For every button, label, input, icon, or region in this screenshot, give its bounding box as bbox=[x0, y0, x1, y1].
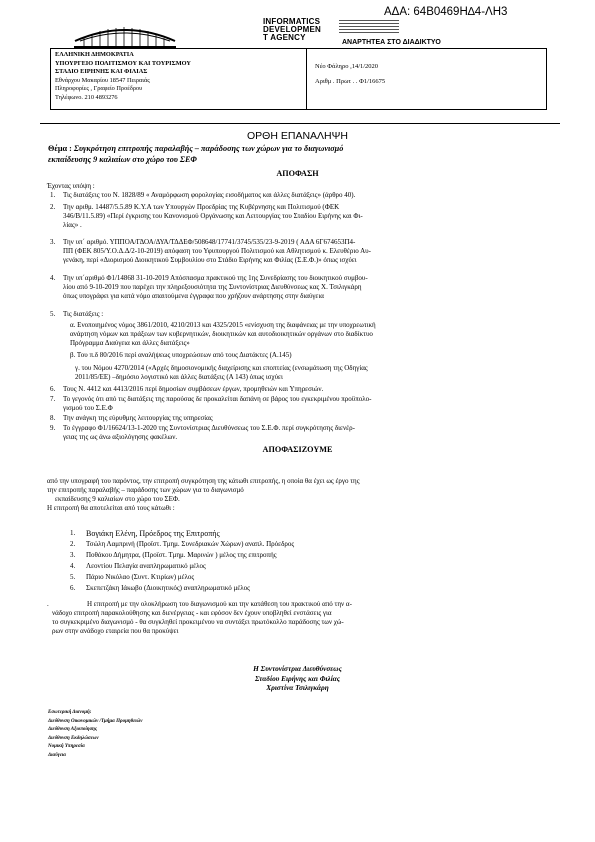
distribution-item: Διεύθυνση Αξιοποίησης bbox=[48, 727, 98, 732]
distribution-item: Νομική Υπηρεσία bbox=[48, 744, 85, 749]
member-number: 3. bbox=[70, 551, 76, 559]
authority-box bbox=[50, 48, 307, 110]
sub-item-text: α. Ενοποιημένος νόμος 3861/2010, 4210/2013 και 4325/2015 «ενίσχυση της διαφάνειας με την υποχρεωτική bbox=[70, 321, 376, 329]
item-number: 7. bbox=[50, 395, 56, 403]
member-text: Πάριο Νικόλαο (Συντ. Κτιρίων) μέλος bbox=[86, 573, 195, 581]
member-text: Ποθάκου Δήμητρα, (Προϊστ. Τμημ. Μαρινών ) μέλος της επιτροπής bbox=[86, 551, 277, 559]
authority-phone: Τηλέφωνο. 210 4893276 bbox=[55, 93, 118, 101]
sub-item-text: ανάρτηση νόμων και πράξεων των κυβερνητικών, διοικητικών και αυτοδιοικητικών οργάνων στο διαδίκτυο bbox=[70, 330, 373, 338]
repeat-heading: ΟΡΘΗ ΕΠΑΝΑΛΗΨΗ bbox=[247, 130, 348, 142]
signature-name: Χριστίνα Τσιλιγκάρη bbox=[266, 683, 329, 692]
item-text: Τους Ν. 4412 και 4413/2016 περί δημοσίων συμβάσεων έργων, προμηθειών και Υπηρεσιών. bbox=[63, 385, 324, 393]
distribution-item: Διαύγεια bbox=[48, 752, 67, 758]
stadium-logo bbox=[70, 17, 180, 51]
body-line-wrap bbox=[47, 600, 562, 609]
member-row bbox=[70, 540, 550, 551]
member-row bbox=[70, 551, 550, 562]
member-text: Λεοντίου Πελαγία αναπληρωματικό μέλος bbox=[86, 562, 206, 570]
member-text: Σκεπετζάκη Ιάκωβο (Διοικητικός) αναπληρωματικό μέλος bbox=[86, 584, 250, 592]
member-row bbox=[70, 584, 550, 595]
item-text: γενάκη, περί «Διορισμού Διοικητικού Συμβουλίου στο Στάδιο Ειρήνης και Φιλίας (Σ.Ε.Φ.)» όπως ισχύει bbox=[63, 256, 357, 264]
item-text: Τις διατάξεις του Ν. 1828/89 « Αναμόρφωση φορολογίας εισοδήματος και άλλες διατάξεις» (άρθρο 40). bbox=[63, 191, 356, 199]
body-line: από την υπογραφή του παρόντος, την επιτροπή συγκρότηση της κάτωθι επιτροπής, η οποία θα έχει ως έργο της bbox=[47, 477, 360, 485]
body-line: εκπαίδευσης 9 καλιαίων στο χώρο του ΣΕΦ. bbox=[55, 495, 180, 503]
item-text: λίας» . bbox=[63, 221, 82, 229]
di-line-1: INFORMATICS bbox=[263, 17, 321, 26]
signature-line: Η Συντονίστρια Διευθύνσεως bbox=[253, 664, 342, 673]
subject-line-1: Συγκρότηση επιτροπής παραλαβής – παράδοσης των χώρων για το διαγωνισμό bbox=[73, 144, 344, 153]
item-number: 6. bbox=[50, 385, 56, 393]
distribution-item: Διεύθυνση Οικονομικών /Τμήμα Προμηθειών bbox=[48, 718, 143, 724]
sub-item-text: β. Του π.δ 80/2016 περί αναλήψεως υποχρεώσεων από τους Διατάκτες (Α.145) bbox=[70, 351, 292, 359]
document-date: Νέο Φάληρο ,14/1/2020 bbox=[315, 63, 379, 70]
posted-label: ΑΝΑΡΤΗΤΕΑ ΣΤΟ ΔΙΑΔΙΚΤΥΟ bbox=[342, 39, 441, 46]
sub-item-text: 2011/85/ΕΕ) –δημόσιο λογιστικό και άλλες διατάξεις (Α 143) όπως ισχύει bbox=[75, 373, 283, 381]
member-number: 2. bbox=[70, 540, 76, 548]
member-number: 1. bbox=[70, 529, 76, 537]
sub-item-text: γ. του Νόμου 4270/2014 («Αρχές δημοσιονομικής διαχείρισης και εποπτείας (ενσωμάτωση της Οδηγίας bbox=[75, 364, 368, 372]
item-text: Τις διατάξεις : bbox=[63, 310, 104, 318]
body-line: την επιτροπής παραλαβής – παράδοσης των χώρων για το διαγωνισμό bbox=[47, 486, 244, 494]
item-text: γισμού του Σ.Ε.Φ bbox=[63, 404, 113, 412]
having-regard-label: Έχοντας υπόψη : bbox=[47, 182, 95, 190]
item-text: Την υπ΄αριθμό Φ1/14868 31-10-2019 Απόσπασμα πρακτικού της 1ης Συνεδρίασης του διοικητικού συμβου- bbox=[63, 274, 368, 282]
sub-item-b bbox=[70, 351, 560, 360]
item-number: 8. bbox=[50, 414, 56, 422]
member-text: Τσώλη Λαμπρινή (Προϊστ. Τμημ. Συνεδριακών Χώρων) αναπλ. Πρόεδρος bbox=[86, 540, 295, 548]
item-text: Το έγγραφο Φ1/16624/13-1-2020 της Συντονίστριας Διευθύνσεως του Σ.Ε.Φ. περί συγκρότησης διενέρ- bbox=[63, 424, 355, 432]
subject-label: Θέμα : bbox=[48, 144, 72, 153]
decision-heading: ΑΠΟΦΑΣΗ bbox=[276, 169, 319, 178]
item-number: 4. bbox=[50, 274, 56, 282]
member-row bbox=[70, 529, 550, 540]
subject-line-2: εκπαίδευσης 9 καλιαίων στο χώρο του ΣΕΦ bbox=[48, 155, 197, 164]
item-text: Την ανάγκη της εύρυθμης λειτουργίας της υπηρεσίας bbox=[63, 414, 213, 422]
member-number: 6. bbox=[70, 584, 76, 592]
subject-block bbox=[48, 143, 558, 165]
item-text: Την υπ΄ αριθμό. ΥΠΠΟΑ/ΓΔΟΑ/ΔΥΑ/ΤΔΔΕΦ/508648/17741/3745/535/23-9-2019 ( ΑΔΑ 6Γ674653Π4- bbox=[63, 238, 356, 246]
sub-item-text: Πρόγραμμα Διαύγεια και άλλες διατάξεις» bbox=[70, 339, 190, 347]
distribution-item: Διεύθυνση Εκδηλώσεων bbox=[48, 735, 99, 741]
member-row bbox=[70, 562, 550, 573]
body-line: το συγκεκριμένο διαγωνισμό - θα συγκληθεί προκειμένου να συντάξει πρωτόκολλο παράδοσης των χώ- bbox=[52, 618, 344, 626]
body-line: Η επιτροπή θα αποτελείται από τους κάτωθι : bbox=[47, 504, 175, 512]
authority-line: ΕΛΛΗΝΙΚΗ ΔΗΜΟΚΡΑΤΙΑ bbox=[55, 51, 134, 58]
body-lead: . bbox=[47, 600, 49, 608]
decision-body bbox=[47, 477, 562, 513]
authority-info: Πληροφορίες , Γραφείο Προέδρου bbox=[55, 85, 143, 92]
distribution-heading: Εσωτερική Διανομή: bbox=[48, 710, 92, 715]
authority-line: ΥΠΟΥΡΓΕΙΟ ΠΟΛΙΤΙΣΜΟΥ ΚΑΙ ΤΟΥΡΙΣΜΟΥ bbox=[55, 59, 191, 67]
item-text: ΠΠ (ΦΕΚ 805/Υ.Ο.Δ.Δ/2-10-2019) απόφαση του Υφυπουργού Πολιτισμού και Αθλητισμού κ. Ελευθέριο Αυ- bbox=[63, 247, 371, 255]
we-decide-heading: ΑΠΟΦΑΣΙΖΟΥΜΕ bbox=[262, 445, 333, 454]
item-number: 5. bbox=[50, 310, 56, 318]
di-agency-mark bbox=[263, 18, 321, 42]
item-text: γειας της ως άνω αξιολόγησης φακέλων. bbox=[63, 433, 178, 441]
di-line-2: DEVELOPMEN bbox=[263, 25, 322, 34]
signature-block bbox=[0, 664, 595, 693]
member-text: Βογιάκη Ελένη, Πρόεδρος της Επιτροπής bbox=[86, 529, 220, 538]
ada-label: ΑΔΑ: 64Β0469Η∆4-ΛΗ3 bbox=[384, 6, 508, 18]
item-text: 346/Β/11.5.89) «Περί έγκρισης του Κανονισμού Οργάνωσης και Λειτουργίας του Σταδίου Ειρήνης και Φι- bbox=[63, 212, 363, 220]
item-number: 2. bbox=[50, 203, 56, 211]
sub-item-a bbox=[70, 321, 560, 348]
di-line-3: T AGENCY bbox=[263, 33, 306, 42]
member-number: 5. bbox=[70, 573, 76, 581]
protocol-box bbox=[307, 48, 547, 110]
sub-item-c bbox=[75, 364, 560, 382]
member-number: 4. bbox=[70, 562, 76, 570]
distribution-list bbox=[48, 709, 143, 760]
authority-address: Εθνάρχου Μακαρίου 18547 Πειραιάς bbox=[55, 76, 150, 84]
di-small-print bbox=[339, 19, 399, 33]
item-number: 1. bbox=[50, 191, 56, 199]
member-row bbox=[70, 573, 550, 584]
body-line: Η επιτροπή με την ολοκλήρωση του διαγωνισμού και την κατάθεση του πρακτικού από την α- bbox=[87, 600, 352, 608]
header-divider bbox=[40, 123, 560, 124]
item-text: Το γεγονός ότι από τις διατάξεις της παρούσας δε προκαλείται δαπάνη σε βάρος του εγκεκριμένου προϋπολο- bbox=[63, 395, 372, 403]
item-text: Την αριθμ. 14487/5.5.89 Κ.Υ.Α των Υπουργών Προεδρίας της Κυβέρνησης και Πολιτισμού (ΦΕΚ bbox=[63, 203, 340, 211]
item-text: όπως υπογράφει για κατά νόμο απαιτούμενα έγγραφα που χρήζουν ανάρτησης στην διαύγεια bbox=[63, 292, 324, 300]
authority-line: ΣΤΑΔΙΟ ΕΙΡΗΝΗΣ ΚΑΙ ΦΙΛΙΑΣ bbox=[55, 68, 148, 75]
item-number: 3. bbox=[50, 238, 56, 246]
members-list bbox=[70, 529, 550, 595]
item-text: λίου από 9-10-2019 που παρέχει την πληρεξουσιότητα της Συντονίστριας Διευθύνσεως κας Χ. Τσιλιγκάρη bbox=[63, 283, 362, 291]
signature-line: Σταδίου Ειρήνης και Φιλίας bbox=[254, 673, 341, 683]
item-number: 9. bbox=[50, 424, 56, 432]
protocol-number: Αριθμ . Πρωτ . . Φ1/16675 bbox=[315, 78, 386, 85]
body-line: νάδοχο επιτροπή παρακολούθησης και διενέργειας - και εφόσον δεν έχουν υποβληθεί ενστάσεις για bbox=[52, 609, 332, 617]
body-line: ρων στην ανάδοχο εταιρεία που θα προκύψει bbox=[52, 627, 179, 635]
committee-duties bbox=[47, 600, 562, 636]
